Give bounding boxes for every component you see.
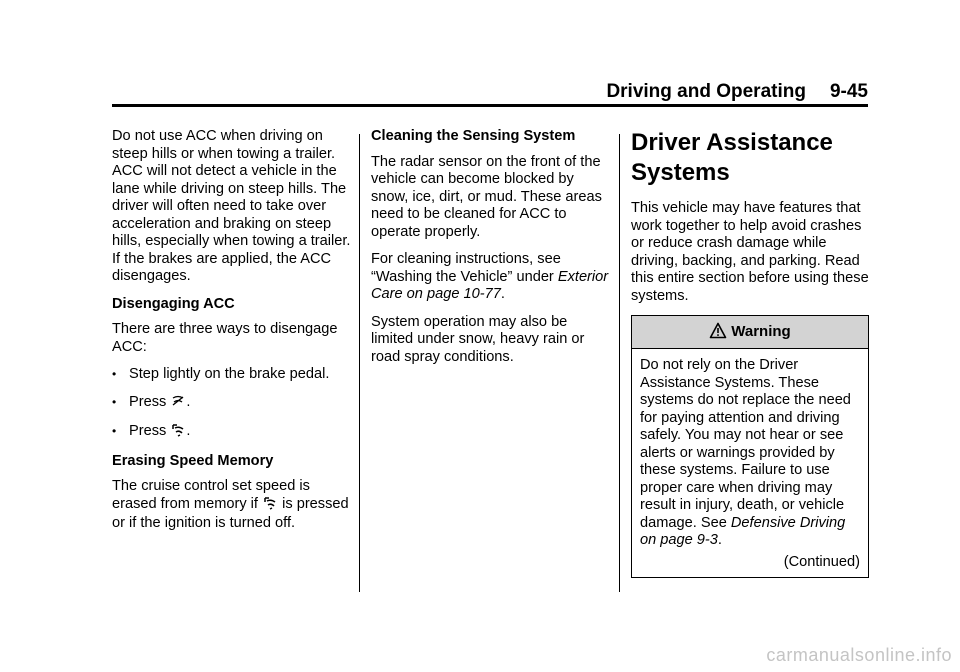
warning-body: [632, 349, 868, 577]
bullet-icon: •: [112, 424, 117, 438]
page-header: [112, 80, 868, 104]
list-item: • Press .: [112, 423, 352, 443]
warning-header: [632, 316, 868, 349]
watermark: carmanualsonline.info: [766, 645, 952, 665]
cruise-cancel-icon: [171, 394, 185, 414]
column-divider-2: [619, 134, 620, 592]
list-item: • Press .: [112, 394, 352, 414]
cleaning-instructions: For cleaning instructions, see “Washing the Vehicle” under Exterior Care on page 10-77.: [371, 251, 609, 302]
section-title: Driving and Operating: [606, 81, 806, 102]
cleaning-paragraph: The radar sensor on the front of the vehicle can become blocked by snow, ice, dirt, or mud. These areas need to be cleaned for ACC to operate properly.: [371, 153, 602, 240]
erasing-paragraph: The cruise control set speed is erased from memory if is pressed or if the ignition is turned off.: [112, 478, 349, 531]
system-limits-paragraph: System operation may also be limited under snow, heavy rain or road spray conditions.: [371, 313, 585, 365]
warning-text: Do not rely on the Driver Assistance Systems. These systems do not replace the need for paying attention and driving safely. You may not hear or see alerts or warnings provided by these systems. Failure to use proper care when driving may result in injury, death, or vehicle damage. See Defensive Driving on page 9-3.: [640, 357, 851, 548]
bullet-icon: •: [112, 367, 117, 381]
acc-hills-paragraph: Do not use ACC when driving on steep hills or when towing a trailer. ACC will not detect a vehicle in the lane while driving on steep hills. The driver will often need to take over acceleration and braking on steep hills, especially when towing a trailer. If the brakes are applied, the ACC disengages.: [112, 128, 351, 284]
section-heading: Driver Assistance Systems: [631, 129, 833, 186]
column-left: [112, 128, 352, 543]
warning-icon: [709, 323, 731, 340]
intro-paragraph: This vehicle may have features that work together to help avoid crashes or reduce crash damage while driving, backing, and parking. Read this entire section before using these systems.: [631, 200, 869, 304]
cleaning-heading: Cleaning the Sensing System: [371, 128, 576, 144]
cruise-onoff-icon: [263, 496, 277, 516]
continued-label: (Continued): [783, 553, 860, 570]
header-rule: [112, 104, 868, 107]
column-right: [631, 128, 869, 578]
disengage-list: [112, 366, 352, 443]
warning-label: Warning: [731, 323, 791, 340]
defensive-driving-reference: Defensive Driving on page 9-3: [640, 514, 846, 548]
disengaging-heading: Disengaging ACC: [112, 295, 235, 312]
column-divider-1: [359, 134, 360, 592]
bullet-icon: •: [112, 394, 117, 409]
column-middle: [371, 128, 611, 376]
disengaging-intro: There are three ways to disengage ACC:: [112, 321, 338, 355]
erasing-heading: Erasing Speed Memory: [112, 452, 274, 469]
list-item: • Step lightly on the brake pedal.: [112, 366, 330, 382]
exterior-care-reference: Exterior Care on page 10-77: [371, 268, 609, 302]
warning-box: [631, 315, 869, 578]
page-number: 9-45: [829, 81, 868, 102]
cruise-onoff-icon: [171, 423, 185, 443]
